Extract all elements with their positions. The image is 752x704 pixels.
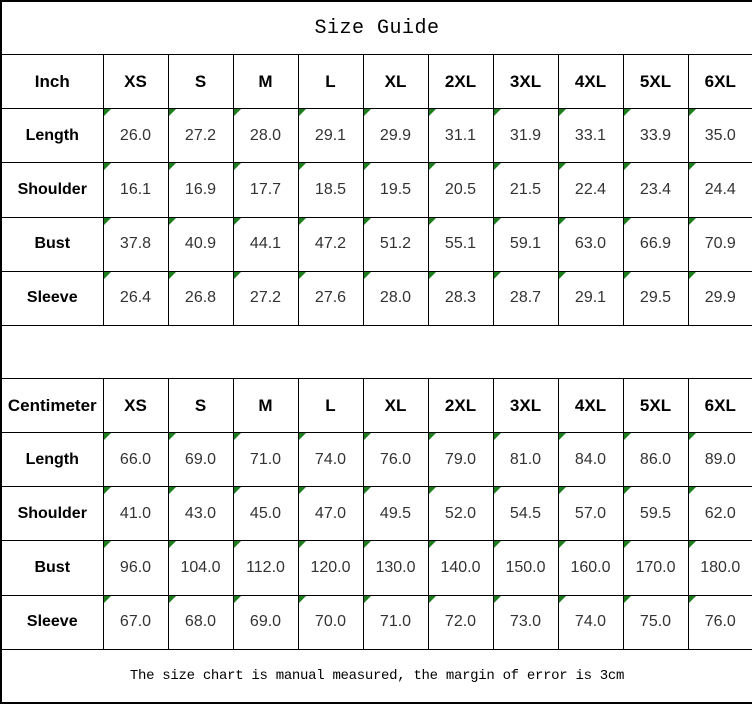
- cell-corner-marker-icon: [494, 163, 501, 170]
- measurement-cell: [623, 433, 688, 487]
- measurement-cell: [363, 163, 428, 217]
- table-row: [1, 433, 752, 487]
- cell-corner-marker-icon: [559, 541, 566, 548]
- table-row: [1, 487, 752, 541]
- cell-corner-marker-icon: [364, 163, 371, 170]
- table-row: [1, 217, 752, 271]
- cell-corner-marker-icon: [364, 596, 371, 603]
- cell-corner-marker-icon: [104, 541, 111, 548]
- cell-corner-marker-icon: [234, 433, 241, 440]
- measurement-cell: [298, 109, 363, 163]
- measurement-value: 33.9: [639, 126, 672, 144]
- measurement-value: 22.4: [574, 180, 607, 198]
- cell-corner-marker-icon: [104, 218, 111, 225]
- measurement-value: 29.5: [639, 289, 672, 307]
- measurement-cell: [168, 271, 233, 325]
- cell-corner-marker-icon: [559, 487, 566, 494]
- unit-header: Inch: [1, 55, 103, 109]
- measurement-value: 26.8: [184, 289, 217, 307]
- measurement-value: 28.3: [444, 289, 477, 307]
- table-row: [1, 163, 752, 217]
- cell-corner-marker-icon: [624, 272, 631, 279]
- cell-corner-marker-icon: [429, 541, 436, 548]
- measurement-cell: [558, 433, 623, 487]
- size-header: 6XL: [688, 378, 752, 432]
- size-header-row-centimeter: [1, 378, 752, 432]
- measurement-value: 26.0: [119, 126, 152, 144]
- size-header: XL: [363, 55, 428, 109]
- measurement-cell: [428, 541, 493, 595]
- cell-corner-marker-icon: [234, 487, 241, 494]
- measurement-value: 37.8: [119, 235, 152, 253]
- cell-corner-marker-icon: [364, 433, 371, 440]
- cell-corner-marker-icon: [624, 218, 631, 225]
- table-gap-row: [1, 325, 752, 378]
- measurement-value: 59.5: [639, 504, 672, 522]
- cell-corner-marker-icon: [104, 487, 111, 494]
- measurement-value: 160.0: [570, 558, 611, 576]
- measurement-value: 180.0: [700, 558, 741, 576]
- measurement-cell: [623, 487, 688, 541]
- cell-corner-marker-icon: [559, 272, 566, 279]
- size-header: 2XL: [428, 378, 493, 432]
- cell-corner-marker-icon: [689, 109, 696, 116]
- measurement-value: 45.0: [249, 504, 282, 522]
- cell-corner-marker-icon: [104, 109, 111, 116]
- measurement-value: 31.9: [509, 126, 542, 144]
- measurement-value: 29.1: [314, 126, 347, 144]
- cell-corner-marker-icon: [299, 163, 306, 170]
- cell-corner-marker-icon: [689, 433, 696, 440]
- row-label: Shoulder: [1, 487, 103, 541]
- measurement-value: 96.0: [119, 558, 152, 576]
- measurement-cell: [103, 433, 168, 487]
- cell-corner-marker-icon: [689, 541, 696, 548]
- cell-corner-marker-icon: [299, 596, 306, 603]
- measurement-cell: [233, 433, 298, 487]
- cell-corner-marker-icon: [104, 596, 111, 603]
- measurement-cell: [493, 541, 558, 595]
- measurement-cell: [558, 217, 623, 271]
- measurement-cell: [168, 595, 233, 649]
- measurement-cell: [688, 271, 752, 325]
- measurement-cell: [298, 217, 363, 271]
- measurement-value: 29.9: [379, 126, 412, 144]
- measurement-cell: [493, 271, 558, 325]
- row-label: Sleeve: [1, 271, 103, 325]
- measurement-value: 76.0: [704, 613, 736, 631]
- measurement-value: 31.1: [444, 126, 477, 144]
- measurement-cell: [168, 433, 233, 487]
- measurement-value: 17.7: [249, 180, 282, 198]
- measurement-cell: [103, 487, 168, 541]
- cell-corner-marker-icon: [429, 433, 436, 440]
- cell-corner-marker-icon: [169, 487, 176, 494]
- measurement-value: 51.2: [379, 235, 412, 253]
- measurement-value: 19.5: [379, 180, 412, 198]
- measurement-cell: [623, 271, 688, 325]
- measurement-cell: [493, 433, 558, 487]
- row-label: Length: [1, 109, 103, 163]
- cell-corner-marker-icon: [624, 596, 631, 603]
- cell-corner-marker-icon: [624, 487, 631, 494]
- cell-corner-marker-icon: [299, 109, 306, 116]
- cell-corner-marker-icon: [299, 433, 306, 440]
- size-header: 4XL: [558, 378, 623, 432]
- measurement-value: 63.0: [574, 235, 607, 253]
- row-label: Length: [1, 433, 103, 487]
- measurement-cell: [298, 433, 363, 487]
- measurement-value: 28.7: [509, 289, 542, 307]
- measurement-value: 27.2: [184, 126, 217, 144]
- cell-corner-marker-icon: [364, 109, 371, 116]
- cell-corner-marker-icon: [429, 487, 436, 494]
- measurement-value: 28.0: [249, 126, 282, 144]
- cell-corner-marker-icon: [169, 433, 176, 440]
- measurement-cell: [298, 541, 363, 595]
- cell-corner-marker-icon: [624, 163, 631, 170]
- measurement-cell: [493, 163, 558, 217]
- measurement-value: 70.9: [704, 235, 736, 253]
- table-gap: [1, 325, 752, 378]
- cell-corner-marker-icon: [234, 109, 241, 116]
- measurement-value: 59.1: [509, 235, 542, 253]
- size-header: 2XL: [428, 55, 493, 109]
- measurement-cell: [103, 595, 168, 649]
- measurement-value: 74.0: [314, 450, 347, 468]
- measurement-value: 73.0: [509, 613, 542, 631]
- cell-corner-marker-icon: [689, 163, 696, 170]
- measurement-value: 16.1: [119, 180, 152, 198]
- measurement-value: 29.1: [574, 289, 607, 307]
- measurement-value: 69.0: [184, 450, 217, 468]
- unit-header: Centimeter: [1, 378, 103, 432]
- measurement-value: 75.0: [639, 613, 672, 631]
- measurement-cell: [558, 163, 623, 217]
- cell-corner-marker-icon: [104, 433, 111, 440]
- measurement-cell: [363, 541, 428, 595]
- size-header: L: [298, 55, 363, 109]
- measurement-cell: [168, 541, 233, 595]
- measurement-value: 66.9: [639, 235, 672, 253]
- cell-corner-marker-icon: [559, 218, 566, 225]
- measurement-cell: [103, 109, 168, 163]
- measurement-cell: [103, 271, 168, 325]
- cell-corner-marker-icon: [624, 109, 631, 116]
- cell-corner-marker-icon: [299, 218, 306, 225]
- size-header: 4XL: [558, 55, 623, 109]
- measurement-value: 86.0: [639, 450, 672, 468]
- size-header: 6XL: [688, 55, 752, 109]
- cell-corner-marker-icon: [494, 433, 501, 440]
- measurement-cell: [623, 541, 688, 595]
- size-header: M: [233, 378, 298, 432]
- measurement-cell: [428, 433, 493, 487]
- measurement-value: 28.0: [379, 289, 412, 307]
- measurement-value: 74.0: [574, 613, 607, 631]
- measurement-value: 70.0: [314, 613, 347, 631]
- cell-corner-marker-icon: [234, 218, 241, 225]
- measurement-value: 68.0: [184, 613, 217, 631]
- size-header: XS: [103, 55, 168, 109]
- measurement-value: 52.0: [444, 504, 477, 522]
- cell-corner-marker-icon: [169, 541, 176, 548]
- measurement-cell: [688, 109, 752, 163]
- measurement-value: 84.0: [574, 450, 607, 468]
- size-header: S: [168, 378, 233, 432]
- size-header: S: [168, 55, 233, 109]
- measurement-value: 35.0: [704, 126, 736, 144]
- measurement-value: 150.0: [505, 558, 546, 576]
- cell-corner-marker-icon: [429, 218, 436, 225]
- measurement-cell: [493, 487, 558, 541]
- cell-corner-marker-icon: [364, 541, 371, 548]
- cell-corner-marker-icon: [169, 218, 176, 225]
- cell-corner-marker-icon: [299, 541, 306, 548]
- measurement-value: 26.4: [119, 289, 152, 307]
- measurement-cell: [558, 595, 623, 649]
- cell-corner-marker-icon: [169, 163, 176, 170]
- cell-corner-marker-icon: [689, 218, 696, 225]
- measurement-cell: [233, 163, 298, 217]
- measurement-value: 140.0: [440, 558, 481, 576]
- measurement-value: 44.1: [249, 235, 282, 253]
- measurement-value: 27.2: [249, 289, 282, 307]
- measurement-cell: [168, 109, 233, 163]
- cell-corner-marker-icon: [429, 272, 436, 279]
- cell-corner-marker-icon: [559, 163, 566, 170]
- cell-corner-marker-icon: [364, 487, 371, 494]
- cell-corner-marker-icon: [559, 596, 566, 603]
- measurement-value: 54.5: [509, 504, 542, 522]
- measurement-cell: [428, 271, 493, 325]
- size-header: 5XL: [623, 378, 688, 432]
- measurement-cell: [363, 487, 428, 541]
- size-header: M: [233, 55, 298, 109]
- measurement-cell: [623, 163, 688, 217]
- measurement-cell: [688, 163, 752, 217]
- measurement-cell: [233, 271, 298, 325]
- measurement-cell: [428, 109, 493, 163]
- title-row: [1, 1, 752, 55]
- measurement-value: 71.0: [249, 450, 282, 468]
- measurement-value: 47.2: [314, 235, 347, 253]
- page-title: Size Guide: [1, 1, 752, 55]
- measurement-value: 76.0: [379, 450, 412, 468]
- measurement-cell: [168, 487, 233, 541]
- cell-corner-marker-icon: [429, 109, 436, 116]
- table-row: [1, 271, 752, 325]
- measurement-value: 104.0: [180, 558, 221, 576]
- cell-corner-marker-icon: [494, 218, 501, 225]
- measurement-value: 16.9: [184, 180, 217, 198]
- measurement-value: 72.0: [444, 613, 477, 631]
- measurement-value: 112.0: [246, 558, 285, 576]
- row-label: Bust: [1, 541, 103, 595]
- measurement-cell: [493, 109, 558, 163]
- measurement-cell: [428, 595, 493, 649]
- cell-corner-marker-icon: [494, 596, 501, 603]
- size-header: XS: [103, 378, 168, 432]
- measurement-cell: [688, 433, 752, 487]
- measurement-cell: [298, 271, 363, 325]
- measurement-cell: [168, 163, 233, 217]
- measurement-value: 55.1: [444, 235, 477, 253]
- measurement-value: 120.0: [310, 558, 351, 576]
- row-label: Bust: [1, 217, 103, 271]
- measurement-value: 40.9: [184, 235, 217, 253]
- measurement-value: 21.5: [509, 180, 542, 198]
- measurement-cell: [623, 217, 688, 271]
- measurement-value: 170.0: [635, 558, 676, 576]
- measurement-cell: [233, 109, 298, 163]
- cell-corner-marker-icon: [234, 541, 241, 548]
- cell-corner-marker-icon: [559, 109, 566, 116]
- cell-corner-marker-icon: [299, 487, 306, 494]
- size-header: XL: [363, 378, 428, 432]
- measurement-value: 130.0: [375, 558, 416, 576]
- measurement-cell: [233, 487, 298, 541]
- measurement-cell: [233, 541, 298, 595]
- measurement-value: 71.0: [379, 613, 412, 631]
- cell-corner-marker-icon: [624, 433, 631, 440]
- measurement-value: 89.0: [704, 450, 736, 468]
- cell-corner-marker-icon: [689, 272, 696, 279]
- measurement-value: 27.6: [314, 289, 347, 307]
- measurement-cell: [103, 541, 168, 595]
- measurement-value: 66.0: [119, 450, 152, 468]
- cell-corner-marker-icon: [104, 272, 111, 279]
- measurement-cell: [623, 595, 688, 649]
- cell-corner-marker-icon: [494, 541, 501, 548]
- measurement-value: 33.1: [574, 126, 607, 144]
- table-row: [1, 595, 752, 649]
- measurement-value: 47.0: [314, 504, 347, 522]
- measurement-cell: [298, 595, 363, 649]
- cell-corner-marker-icon: [169, 272, 176, 279]
- cell-corner-marker-icon: [169, 596, 176, 603]
- measurement-value: 41.0: [119, 504, 152, 522]
- size-header: 3XL: [493, 378, 558, 432]
- size-header: 5XL: [623, 55, 688, 109]
- size-header: 3XL: [493, 55, 558, 109]
- row-label: Shoulder: [1, 163, 103, 217]
- cell-corner-marker-icon: [299, 272, 306, 279]
- cell-corner-marker-icon: [234, 163, 241, 170]
- measurement-cell: [233, 217, 298, 271]
- cell-corner-marker-icon: [234, 272, 241, 279]
- measurement-cell: [428, 217, 493, 271]
- measurement-value: 79.0: [444, 450, 477, 468]
- measurement-cell: [558, 487, 623, 541]
- cell-corner-marker-icon: [494, 272, 501, 279]
- measurement-cell: [623, 109, 688, 163]
- measurement-cell: [688, 487, 752, 541]
- cell-corner-marker-icon: [364, 272, 371, 279]
- cell-corner-marker-icon: [624, 541, 631, 548]
- measurement-value: 62.0: [704, 504, 736, 522]
- row-label: Sleeve: [1, 595, 103, 649]
- measurement-cell: [688, 541, 752, 595]
- cell-corner-marker-icon: [494, 487, 501, 494]
- measurement-value: 57.0: [574, 504, 607, 522]
- cell-corner-marker-icon: [234, 596, 241, 603]
- measurement-cell: [298, 487, 363, 541]
- cell-corner-marker-icon: [429, 596, 436, 603]
- cell-corner-marker-icon: [689, 596, 696, 603]
- measurement-cell: [558, 271, 623, 325]
- measurement-value: 24.4: [704, 180, 736, 198]
- measurement-cell: [428, 487, 493, 541]
- size-header-row-inch: [1, 55, 752, 109]
- footer-row: [1, 649, 752, 703]
- cell-corner-marker-icon: [429, 163, 436, 170]
- measurement-cell: [558, 541, 623, 595]
- measurement-cell: [363, 595, 428, 649]
- measurement-cell: [233, 595, 298, 649]
- measurement-cell: [363, 109, 428, 163]
- cell-corner-marker-icon: [559, 433, 566, 440]
- cell-corner-marker-icon: [494, 109, 501, 116]
- cell-corner-marker-icon: [364, 218, 371, 225]
- measurement-cell: [298, 163, 363, 217]
- measurement-cell: [493, 595, 558, 649]
- table-row: [1, 541, 752, 595]
- measurement-cell: [103, 163, 168, 217]
- measurement-value: 20.5: [444, 180, 477, 198]
- measurement-cell: [688, 217, 752, 271]
- measurement-value: 29.9: [704, 289, 736, 307]
- measurement-value: 18.5: [314, 180, 347, 198]
- measurement-cell: [363, 271, 428, 325]
- measurement-cell: [558, 109, 623, 163]
- measurement-cell: [103, 217, 168, 271]
- cell-corner-marker-icon: [169, 109, 176, 116]
- measurement-cell: [363, 433, 428, 487]
- measurement-value: 49.5: [379, 504, 412, 522]
- measurement-value: 43.0: [184, 504, 217, 522]
- measurement-value: 69.0: [249, 613, 282, 631]
- measurement-cell: [493, 217, 558, 271]
- cell-corner-marker-icon: [689, 487, 696, 494]
- measurement-value: 23.4: [639, 180, 672, 198]
- footer-note: The size chart is manual measured, the margin of error is 3cm: [1, 649, 752, 703]
- measurement-value: 67.0: [119, 613, 152, 631]
- measurement-cell: [363, 217, 428, 271]
- measurement-cell: [428, 163, 493, 217]
- measurement-cell: [688, 595, 752, 649]
- measurement-value: 81.0: [509, 450, 542, 468]
- table-row: [1, 109, 752, 163]
- cell-corner-marker-icon: [104, 163, 111, 170]
- measurement-cell: [168, 217, 233, 271]
- size-header: L: [298, 378, 363, 432]
